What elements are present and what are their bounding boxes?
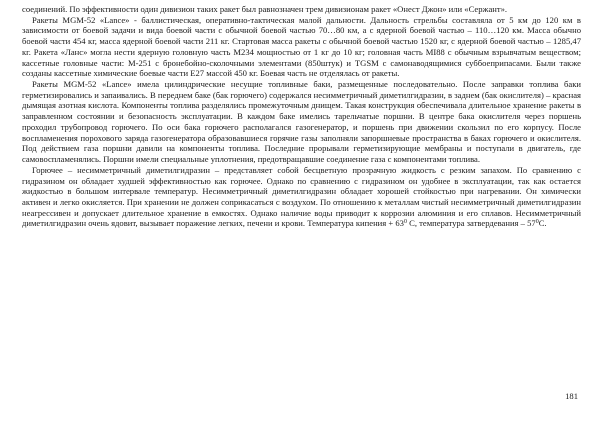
body-text: [22, 4, 581, 229]
page-number: 181: [565, 391, 578, 401]
paragraph-continuation: соединений. По эффективности один дивизион таких ракет был равнозначен трем дивизионам ракет «Онест Джон» или «Сержант».: [22, 4, 508, 14]
fuel-text-part-3: С.: [538, 218, 547, 229]
paragraph-fuel-tanks: Ракеты MGM-52 «Lance» имела цилиндрические несущие топливные баки, размещенные последовательно. После заправки топлива баки герметизировались и запаивались. В переднем баке (бак горючего) содержался несимметричный диметилгидразин, в заднем (бак окислителя) – красная дымящая азотная кислота. Компоненты топлива разделялись промежуточным днищем. Такая конструкция обеспечивала длительное хранение ракеты в заправленном состоянии и безопасность эксплуатации. В каждом баке имелись тарельчатые поршни. В центре бака окислителя через поршень проходил трубопровод горючего. По оси бака горючего располагался газогенератор, и поршень при движении скользил по его корпусу. После воспламенения порохового заряда газогенератора образовавшиеся горячие газы заполняли запоршневые пространства в баках горючего и окислителя. Под действием газа поршни давили на компоненты топлива. Последние прорывали герметизирующие мембраны и поступали в двигатель, где самовоспламенялись. Поршни имели специальные уплотнения, предотвращавшие соединение газа с компонентами топлива.: [22, 79, 581, 165]
degree-mark: 0: [403, 219, 407, 226]
fuel-text-part-2: С, температура затвердевания – 57: [406, 218, 536, 229]
paragraph-fuel-properties: [22, 165, 581, 229]
fuel-text-part-1: Горючее – несимметричный диметилгидразин – представляет собой бесцветную прозрачную жидкость с резким запахом. По сравнению с гидразином он обладает худшей эффективностью как горючее. Однако по сравнению с гидразином он удобнее в эксплуатации, так как остается жидкостью в большом интервале температур. Несимметричный диметилгидразин обладает хорошей стойкостью при нагревании. Он химически активен и легко окисляется. При хранении не должен соприкасаться с воздухом. По отношению к металлам чистый несимметричный диметилгидразин неагрессивен и допускает длительное хранение в емкостях. Однако наличие воды приводит к коррозии алюминия и его сплавов. Несимметричный диметилгидразин очень ядовит, вызывает поражение легких, печени и крови. Температура кипения + 63: [22, 164, 581, 229]
degree-mark: 0: [535, 219, 539, 226]
paragraph-lance-overview: Ракеты MGM-52 «Lance» - баллистическая, оперативно-тактическая малой дальности. Дальность стрельбы составляла от 5 км до 120 км в зависимости от боевой задачи и вида боевой части с обычной боевой частью 70…80 км, а с ядерной боевой частью – 110…120 км. Масса обычно боевой части 454 кг, масса ядерной боевой части 211 кг. Стартовая масса ракеты с обычной боевой частью 1520 кг, с ядерной боевой частью – 1285,47 кг. Ракета «Ланс» могла нести ядерную головную часть М234 мощностью от 1 кг до 10 кг; головная часть MI88 с обычным взрывчатым веществом; кассетные головные части: М-251 с бронебойно-сколочными элементами (850штук) и TGSM с самонаводящимися суббоеприпасами. Были также созданы кассетные химические боевые части Е27 массой 450 кг. Боевая часть не отделялась от ракеты.: [22, 14, 581, 79]
